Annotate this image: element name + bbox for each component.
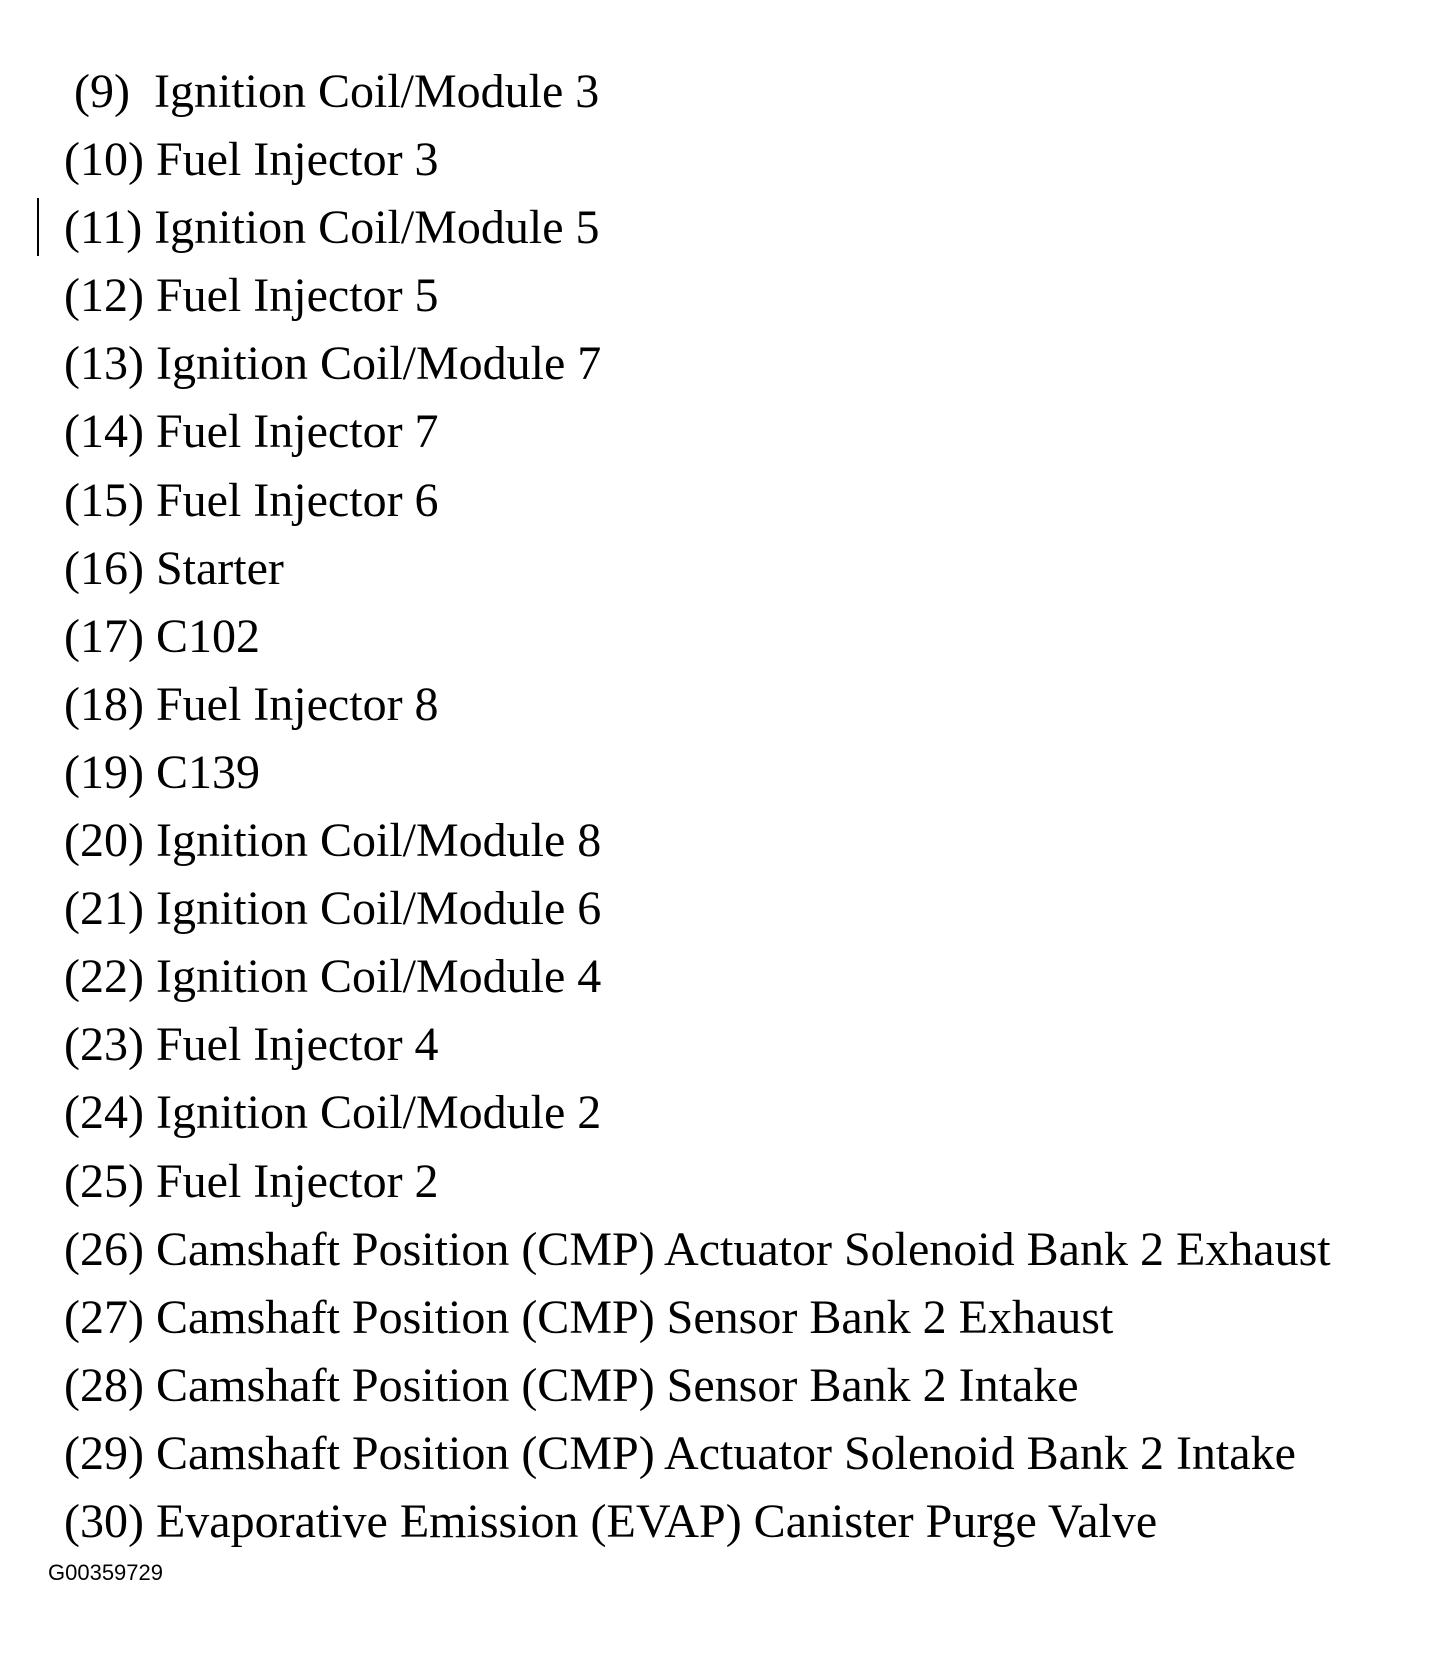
legend-item — [64, 1148, 1331, 1216]
legend-item-number: (18) — [64, 677, 144, 731]
legend-item-number: (26) — [64, 1222, 144, 1276]
legend-item-number: (11) — [64, 201, 143, 255]
legend-item-number: (12) — [64, 269, 144, 323]
legend-item — [64, 1284, 1331, 1352]
legend-item-label: Ignition Coil/Module 7 — [155, 337, 602, 391]
legend-item-label: Ignition Coil/Module 4 — [155, 950, 602, 1004]
legend-item-number: (13) — [64, 337, 144, 391]
legend-item — [64, 1079, 1331, 1147]
legend-item-label: Ignition Coil/Module 3 — [153, 65, 600, 118]
legend-item-number: (14) — [64, 405, 144, 459]
legend-item-label: Camshaft Position (CMP) Sensor Bank 2 Intake — [155, 1358, 1079, 1412]
legend-item-number: (17) — [64, 609, 144, 663]
legend-item — [64, 1011, 1331, 1079]
legend-item-number: (27) — [64, 1290, 144, 1344]
legend-item-label: Ignition Coil/Module 5 — [154, 201, 600, 255]
legend-item — [64, 1488, 1331, 1556]
legend-item-label: Fuel Injector 4 — [155, 1018, 439, 1072]
legend-item — [64, 739, 1331, 807]
legend-item-label: Ignition Coil/Module 2 — [155, 1086, 602, 1140]
legend-item-number: (29) — [64, 1426, 144, 1480]
legend-item-number: (10) — [64, 133, 144, 187]
legend-item-number: (25) — [64, 1154, 144, 1208]
figure-id: G00359729 — [48, 1560, 163, 1585]
legend-item-number: (24) — [64, 1086, 144, 1140]
legend-item — [64, 671, 1331, 739]
legend-item — [64, 262, 1331, 330]
legend-item-label: Fuel Injector 2 — [155, 1154, 439, 1208]
legend-item-label: Camshaft Position (CMP) Sensor Bank 2 Exhaust — [155, 1290, 1114, 1344]
legend-item-number: (15) — [64, 473, 144, 527]
legend-item-number: (20) — [64, 814, 144, 868]
legend-item-label: Fuel Injector 5 — [155, 269, 439, 323]
legend-item — [64, 1352, 1331, 1420]
legend-item — [64, 330, 1331, 398]
legend-item-label: Starter — [155, 541, 284, 595]
legend-item-number: (22) — [64, 950, 144, 1004]
legend-item-label: Fuel Injector 6 — [155, 473, 439, 527]
legend-item-label: C139 — [155, 745, 260, 799]
legend-item-label: C102 — [155, 609, 260, 663]
legend-item — [64, 1420, 1331, 1488]
legend-item-label: Camshaft Position (CMP) Actuator Solenoid Bank 2 Exhaust — [155, 1222, 1331, 1276]
legend-item — [64, 603, 1331, 671]
legend-item-label: Camshaft Position (CMP) Actuator Solenoid Bank 2 Intake — [155, 1426, 1296, 1480]
legend-item — [64, 58, 1331, 126]
component-legend-list — [64, 58, 1331, 1556]
legend-item — [64, 535, 1331, 603]
legend-item-number: (19) — [64, 745, 144, 799]
legend-item-number: (23) — [64, 1018, 144, 1072]
legend-item — [64, 807, 1331, 875]
legend-item — [64, 1216, 1331, 1284]
margin-change-bar — [37, 198, 39, 256]
legend-item — [64, 467, 1331, 535]
legend-item-number: (9) — [74, 65, 130, 118]
legend-item-number: (28) — [64, 1358, 144, 1412]
legend-item-label: Fuel Injector 3 — [155, 133, 439, 187]
legend-item-label: Fuel Injector 8 — [155, 677, 439, 731]
legend-item-number: (30) — [64, 1494, 144, 1548]
legend-item — [64, 943, 1331, 1011]
legend-item-label: Fuel Injector 7 — [155, 405, 439, 459]
legend-item-label: Ignition Coil/Module 8 — [155, 814, 602, 868]
legend-item-number: (16) — [64, 541, 144, 595]
legend-item — [64, 398, 1331, 466]
legend-item — [64, 194, 1331, 262]
legend-item-number: (21) — [64, 882, 144, 936]
legend-item-label: Evaporative Emission (EVAP) Canister Purge Valve — [155, 1494, 1158, 1548]
legend-item — [64, 126, 1331, 194]
legend-item-label: Ignition Coil/Module 6 — [155, 882, 602, 936]
legend-item — [64, 875, 1331, 943]
